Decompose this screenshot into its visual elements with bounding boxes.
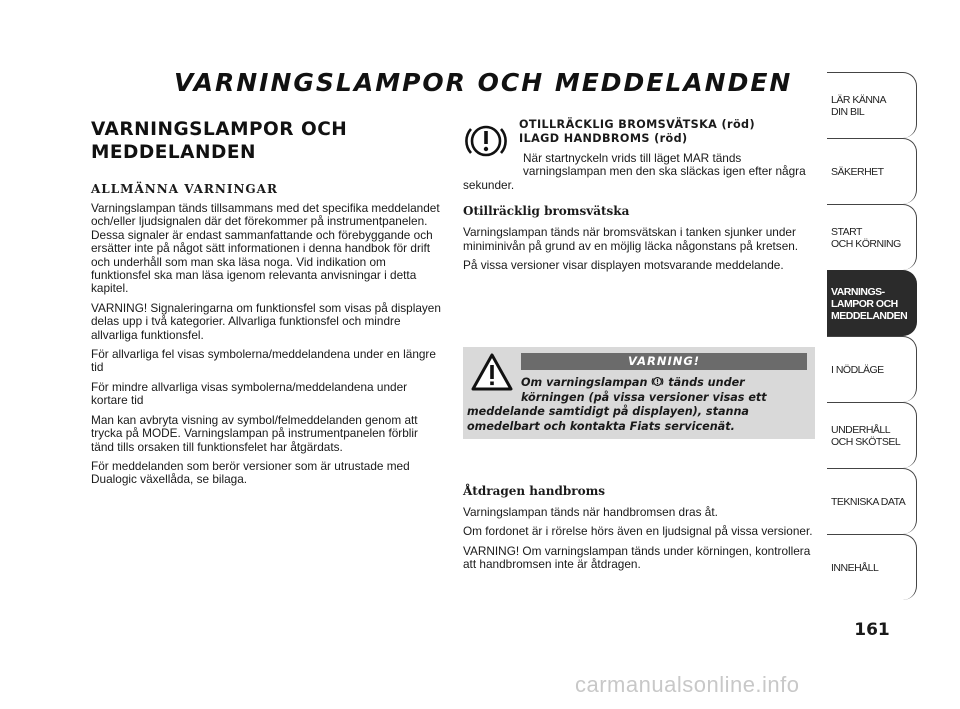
tab-underhall-och-skotsel[interactable] bbox=[827, 402, 917, 468]
left-column bbox=[91, 118, 441, 493]
warning-line-1a: Om varningslampan bbox=[521, 376, 648, 389]
watermark: carmanualsonline.info bbox=[575, 672, 800, 697]
tab-start-och-korning[interactable] bbox=[827, 204, 917, 270]
tab-label: UNDERHÅLL OCH SKÖTSEL bbox=[831, 423, 901, 448]
tab-i-nodlage[interactable] bbox=[827, 336, 917, 402]
handbrake-section bbox=[463, 484, 815, 578]
paragraph: För allvarliga fel visas symbolerna/meddelandena under en längre tid bbox=[91, 347, 436, 375]
brake-desc-line-3: sekunder. bbox=[463, 177, 515, 192]
handbrake-heading: Åtdragen handbroms bbox=[463, 484, 606, 498]
paragraph: Man kan avbryta visning av symbol/felmeddelanden genom att trycka på MODE. Varningslampan på instrumentpanelen förblir tänd tills orsaken till funktionsfelet har åtgärdats. bbox=[91, 412, 418, 454]
section-title-line-2: MEDDELANDEN bbox=[91, 142, 256, 163]
section-title bbox=[91, 118, 441, 164]
tab-label: VARNINGS- LAMPOR OCH MEDDELANDEN bbox=[831, 285, 908, 322]
chapter-tabs bbox=[827, 72, 917, 600]
tab-sakerhet[interactable] bbox=[827, 138, 917, 204]
tab-label: START OCH KÖRNING bbox=[831, 225, 901, 250]
warning-label: VARNING! bbox=[521, 353, 807, 370]
tab-lar-kanna-din-bil[interactable] bbox=[827, 72, 917, 138]
tab-label: I NÖDLÄGE bbox=[831, 363, 884, 376]
paragraph: För mindre allvarliga visas symbolerna/meddelandena under kortare tid bbox=[91, 379, 408, 408]
warning-line-1 bbox=[467, 375, 807, 391]
brake-warning-icon bbox=[651, 375, 664, 388]
general-warnings-subtitle: ALLMÄNNA VARNINGAR bbox=[91, 182, 278, 196]
warning-line-4: omedelbart och kontakta Fiats servicenät. bbox=[467, 419, 735, 433]
fluid-heading: Otillräcklig bromsvätska bbox=[463, 204, 630, 219]
handbrake-paragraph: Om fordonet är i rörelse hörs även en ljudsignal på vissa versioner. bbox=[463, 524, 813, 539]
warning-line-3: meddelande samtidigt på displayen), stanna bbox=[467, 405, 749, 418]
warning-line-2: körningen (på vissa versioner visas ett bbox=[521, 390, 767, 404]
tab-innehall[interactable] bbox=[827, 534, 917, 600]
section-title-line-1: VARNINGSLAMPOR OCH bbox=[91, 119, 348, 140]
handbrake-paragraph: VARNING! Om varningslampan tänds under körningen, kontrollera att handbromsen inte är åtdragen. bbox=[463, 543, 811, 572]
brake-description bbox=[463, 152, 815, 192]
paragraph: För meddelanden som berör versioner som är utrustade med Dualogic växellåda, se bilaga. bbox=[91, 458, 410, 487]
warning-text bbox=[467, 375, 807, 434]
page-number: 161 bbox=[854, 620, 890, 640]
page-title: VARNINGSLAMPOR OCH MEDDELANDEN bbox=[174, 68, 793, 97]
brake-heading bbox=[519, 118, 815, 146]
fluid-paragraph: På vissa versioner visar displayen motsvarande meddelande. bbox=[463, 258, 784, 273]
paragraph: Varningslampan tänds tillsammans med det specifika meddelandet och/eller ljudsignalen där det förekommer på instrumentpanelen. Dessa signaler är endast sammanfattande och förebyggande och ersätter inte på något sätt informationen i denna handbok för drift och underhåll som man ska läsa noga. Vid indikation om funktionsfel ska man läsa igenom relevanta anvisningar i detta kapitel. bbox=[91, 201, 440, 296]
warning-line-1b: tänds under bbox=[668, 376, 745, 389]
brake-desc-line-2: varningslampan men den ska släckas igen efter några bbox=[523, 164, 806, 179]
tab-tekniska-data[interactable] bbox=[827, 468, 917, 534]
tab-label: LÄR KÄNNA DIN BIL bbox=[831, 93, 887, 118]
handbrake-paragraph: Varningslampan tänds när handbromsen dras åt. bbox=[463, 505, 718, 519]
brake-heading-line-1: OTILLRÄCKLIG BROMSVÄTSKA (röd) bbox=[519, 118, 755, 131]
tab-varningslampor-och-meddelanden[interactable] bbox=[827, 270, 917, 336]
paragraph: VARNING! Signaleringarna om funktionsfel som visas på displayen delas upp i två kategorier. Allvarliga funktionsfel och mindre allvarliga funktionsfel. bbox=[91, 300, 441, 342]
brake-heading-line-2: ILAGD HANDBROMS (röd) bbox=[519, 132, 688, 145]
tab-label: INNEHÅLL bbox=[831, 561, 879, 574]
tab-label: TEKNISKA DATA bbox=[831, 495, 906, 508]
fluid-paragraph: Varningslampan tänds när bromsvätskan i tanken sjunker under miniminivån på grund av en möjlig läcka någonstans på kretsen. bbox=[463, 225, 799, 253]
right-column bbox=[463, 118, 815, 278]
tab-label: SÄKERHET bbox=[831, 165, 884, 178]
warning-box bbox=[463, 347, 815, 439]
brake-desc-line-1: När startnyckeln vrids till läget MAR tänds bbox=[523, 151, 742, 165]
